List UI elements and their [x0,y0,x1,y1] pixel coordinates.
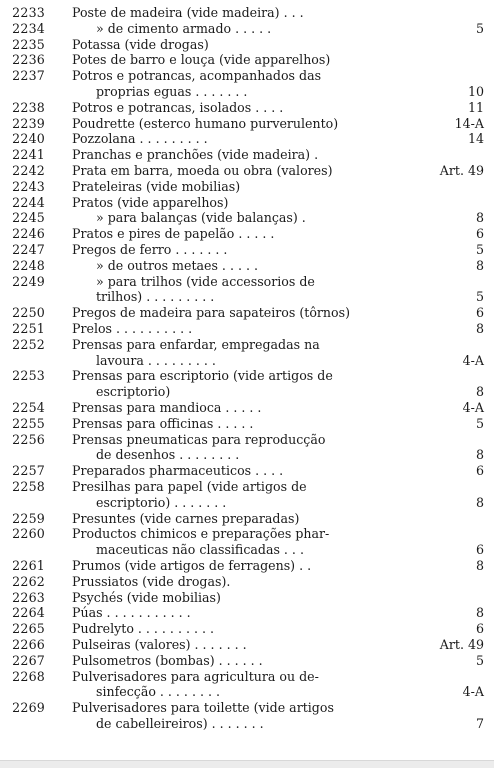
entry-class: 8 [475,447,484,463]
entry-description: Preparados pharmaceuticos . . . . [72,463,284,479]
entry-row [0,368,494,383]
entry-class: 10 [467,84,484,99]
entry-description: Prensas para officinas . . . . . [72,415,254,431]
entry-class: 5 [475,242,484,257]
entry-number: 2242 [12,163,45,178]
entry-description: Presuntes (vide carnes preparadas) [72,510,300,526]
entry-number: 2234 [12,20,45,36]
entry-row [0,37,494,52]
entry-description: sinfecção . . . . . . . . [96,684,220,700]
entry-row [0,700,494,715]
entry-row [0,716,494,731]
entry-description: » para trilhos (vide accessorios de [96,273,315,289]
entry-description: Productos chimicos e preparações phar- [72,526,330,542]
entry-description: Prumos (vide artigos de ferragens) . . [72,558,312,573]
entry-description: Pratos e pires de papelão . . . . . [72,226,275,242]
entry-row [0,100,494,115]
entry-class: 5 [475,20,484,36]
entry-class: 6 [475,542,484,558]
entry-description: Potassa (vide drogas) [72,36,209,52]
entry-description: » de cimento armado . . . . . [96,20,272,36]
entry-class: 8 [475,321,484,336]
entry-class: 7 [475,716,484,731]
entry-row [0,669,494,684]
entry-class: 8 [475,558,484,573]
entry-row [0,479,494,494]
entry-number: 2262 [12,573,45,589]
entry-description: Prensas pneumaticas para reproducção [72,431,326,447]
entry-row [0,305,494,320]
entry-description: Potes de barro e louça (vide apparelhos) [72,52,331,68]
entry-number: 2260 [12,526,45,542]
entry-number: 2241 [12,147,45,163]
entry-row [0,495,494,510]
entry-number: 2268 [12,668,45,684]
entry-class: 14 [467,131,484,147]
entry-row [0,432,494,447]
entry-class: 8 [475,210,484,226]
entry-row [0,590,494,605]
entry-description: Pulseiras (valores) . . . . . . . [72,637,247,652]
entry-row [0,447,494,462]
entry-row [0,195,494,210]
entry-row [0,400,494,415]
entry-number: 2259 [12,510,45,526]
entry-class: 8 [475,605,484,621]
entry-number: 2249 [12,273,45,289]
entry-class: 4-A [462,684,484,700]
entry-row [0,384,494,399]
entry-row [0,5,494,20]
entry-row [0,289,494,304]
entry-class: 5 [475,652,484,668]
entry-number: 2255 [12,415,45,431]
entry-description: escriptorio) . . . . . . . [96,494,227,510]
entry-description: Potros e potrancas, acompanhados das [72,68,322,84]
entry-number: 2240 [12,131,45,147]
entry-class: 11 [467,99,484,115]
entry-row [0,226,494,241]
entry-number: 2253 [12,368,45,384]
entry-description: Pulverisadores para agricultura ou de- [72,668,319,684]
entry-row [0,274,494,289]
entry-row [0,558,494,573]
entry-class: 6 [475,305,484,321]
entry-class: 5 [475,289,484,305]
entry-number: 2261 [12,558,45,573]
entry-class: 5 [475,415,484,431]
entry-number: 2266 [12,637,45,652]
entry-description: Púas . . . . . . . . . . . [72,605,191,621]
entry-row [0,637,494,652]
entry-number: 2258 [12,479,45,494]
entry-row [0,21,494,36]
entry-description: Prensas para escriptorio (vide artigos de [72,368,333,384]
entry-row [0,258,494,273]
entry-row [0,84,494,99]
entry-row [0,242,494,257]
entry-class: 6 [475,621,484,637]
entry-number: 2248 [12,257,45,273]
entry-description: Prelos . . . . . . . . . . [72,321,193,336]
entry-description: escriptorio) [96,384,171,400]
entry-number: 2254 [12,400,45,415]
entry-description: Pudrelyto . . . . . . . . . . [72,621,214,637]
entry-description: Pratos (vide apparelhos) [72,194,229,210]
entry-number: 2246 [12,226,45,242]
entry-number: 2250 [12,305,45,321]
entry-class: 4-A [462,400,484,415]
entry-class: 6 [475,226,484,242]
entry-description: Presilhas para papel (vide artigos de [72,479,307,494]
entry-row [0,163,494,178]
entry-number: 2251 [12,321,45,336]
entry-row [0,337,494,352]
entry-row [0,684,494,699]
entry-number: 2264 [12,605,45,621]
entry-class: Art. 49 [439,163,484,178]
entry-description: Poste de madeira (vide madeira) . . . [72,5,304,20]
entry-class: 4-A [462,352,484,368]
entry-number: 2252 [12,336,45,352]
entry-row [0,574,494,589]
entry-row [0,52,494,67]
entry-row [0,116,494,131]
entry-row [0,463,494,478]
entry-number: 2247 [12,242,45,257]
entry-description: Prussiatos (vide drogas). [72,573,231,589]
entry-description: Prata em barra, moeda ou obra (valores) [72,163,333,178]
entry-number: 2238 [12,99,45,115]
entry-row [0,353,494,368]
entry-number: 2243 [12,178,45,194]
entry-class: 8 [475,384,484,400]
entry-number: 2244 [12,194,45,210]
entry-row [0,653,494,668]
entry-row [0,416,494,431]
entry-row [0,147,494,162]
entry-description: » para balanças (vide balanças) . [96,210,306,226]
entry-number: 2239 [12,115,45,131]
entry-number: 2269 [12,700,45,716]
entry-row [0,131,494,146]
entry-row [0,321,494,336]
entry-row [0,179,494,194]
entry-description: lavoura . . . . . . . . . [96,352,216,368]
entry-row [0,526,494,541]
entry-number: 2235 [12,36,45,52]
entry-description: Pulverisadores para toilette (vide artigos [72,700,334,716]
entry-description: Prateleiras (vide mobilias) [72,178,241,194]
entry-description: » de outros metaes . . . . . [96,257,258,273]
entry-description: Potros e potrancas, isolados . . . . [72,99,284,115]
entry-description: Pregos de ferro . . . . . . . [72,242,228,257]
entry-description: Pozzolana . . . . . . . . . [72,131,208,147]
entry-class: 14-A [454,115,484,131]
entry-description: Prensas para mandioca . . . . . [72,400,262,415]
entry-class: 6 [475,463,484,479]
entry-number: 2265 [12,621,45,637]
entry-class: 8 [475,494,484,510]
entry-description: maceuticas não classificadas . . . [96,542,304,558]
entry-class: Art. 49 [439,637,484,652]
entry-description: proprias eguas . . . . . . . [96,84,248,99]
entry-row [0,511,494,526]
entry-number: 2233 [12,5,45,20]
entry-description: Poudrette (esterco humano purverulento) [72,115,339,131]
entry-row [0,542,494,557]
entry-description: Pregos de madeira para sapateiros (tôrnos) [72,305,350,321]
entry-description: Prensas para enfardar, empregadas na [72,336,320,352]
entry-number: 2257 [12,463,45,479]
entry-description: trilhos) . . . . . . . . . [96,289,215,305]
entry-class: 8 [475,257,484,273]
entry-number: 2236 [12,52,45,68]
entry-number: 2263 [12,589,45,605]
entry-row [0,68,494,83]
entry-description: Pulsometros (bombas) . . . . . . [72,652,263,668]
entry-number: 2256 [12,431,45,447]
entry-row [0,210,494,225]
entry-number: 2237 [12,68,45,84]
entry-description: de desenhos . . . . . . . . [96,447,240,463]
entry-description: Psychés (vide mobilias) [72,589,221,605]
entry-number: 2245 [12,210,45,226]
entry-number: 2267 [12,652,45,668]
entry-description: de cabelleireiros) . . . . . . . [96,716,264,731]
entry-row [0,605,494,620]
entry-row [0,621,494,636]
entry-description: Pranchas e pranchões (vide madeira) . [72,147,319,163]
